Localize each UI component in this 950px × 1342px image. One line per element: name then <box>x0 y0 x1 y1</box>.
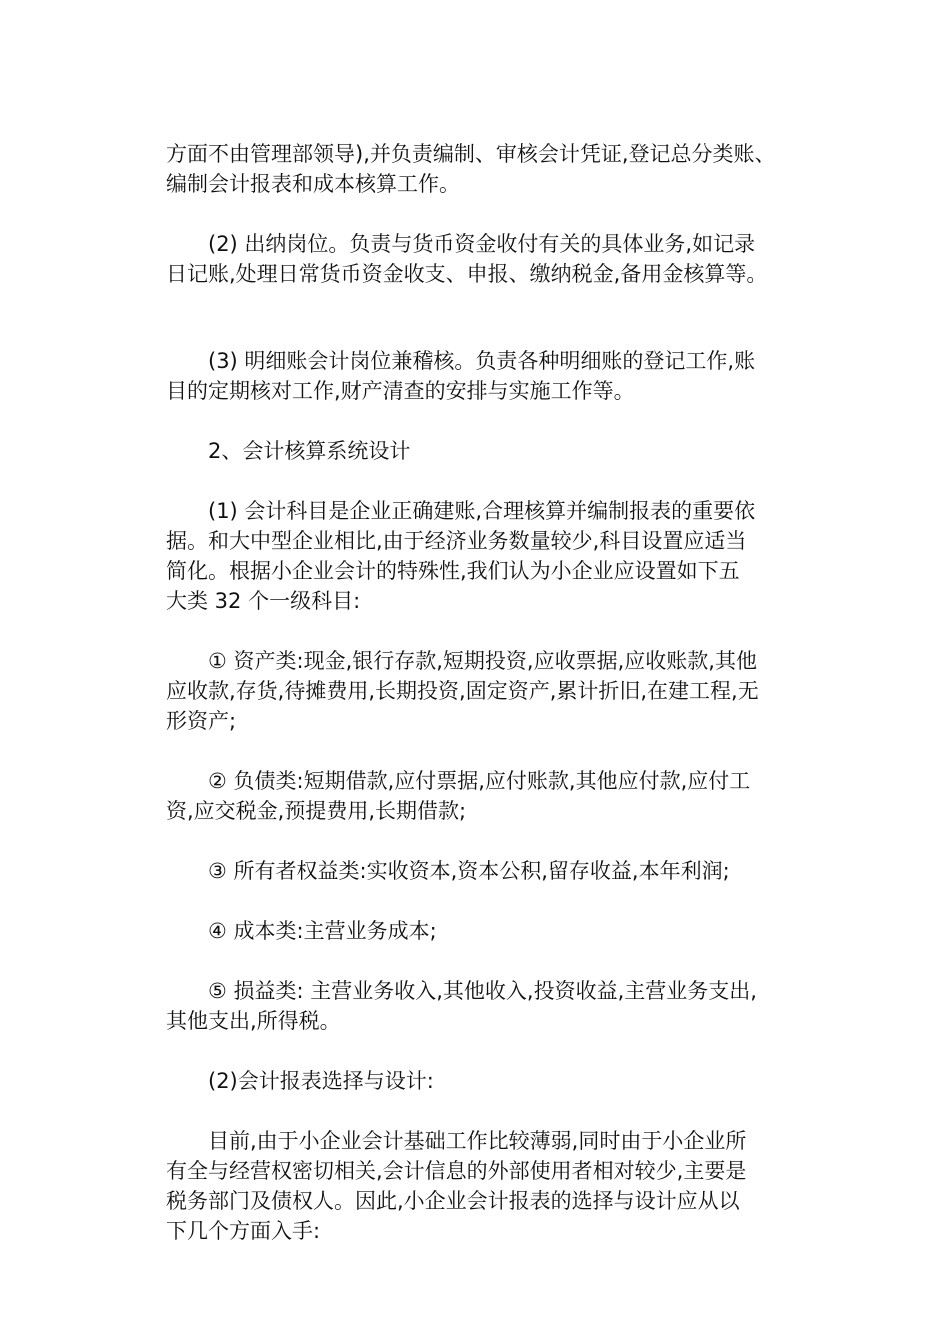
paragraph-cashier-role <box>166 229 794 289</box>
text-line: 资,应交税金,预提费用,长期借款; <box>166 799 467 823</box>
subsection-heading-reports <box>166 1066 794 1096</box>
paragraph-spacer <box>166 736 794 766</box>
text-line: 有全与经营权密切相关,会计信息的外部使用者相对较少,主要是 <box>166 1159 747 1183</box>
text-line: 编制会计报表和成本核算工作。 <box>166 172 460 196</box>
text-line: ① 资产类:现金,银行存款,短期投资,应收票据,应收账款,其他 <box>208 649 757 673</box>
text-line: 日记账,处理日常货币资金收支、申报、缴纳税金,备用金核算等。 <box>166 262 768 286</box>
section-heading-accounting-system <box>166 436 794 466</box>
text-line: (1) 会计科目是企业正确建账,合理核算并编制报表的重要依 <box>208 499 756 523</box>
text-line: 下几个方面入手: <box>166 1219 321 1243</box>
paragraph-spacer <box>166 946 794 976</box>
paragraph-accounting-role-continued <box>166 139 794 199</box>
text-line: ⑤ 损益类: 主营业务收入,其他收入,投资收益,主营业务支出, <box>208 979 757 1003</box>
text-line: ② 负债类:短期借款,应付票据,应付账款,其他应付款,应付工 <box>208 769 751 793</box>
list-item-equity <box>166 856 794 886</box>
text-line: 目前,由于小企业会计基础工作比较薄弱,同时由于小企业所 <box>208 1129 747 1153</box>
document-body <box>166 139 794 1246</box>
paragraph-spacer <box>166 406 794 436</box>
text-line: 形资产; <box>166 709 237 733</box>
text-line: (2)会计报表选择与设计: <box>208 1069 434 1093</box>
list-item-cost <box>166 916 794 946</box>
list-item-assets <box>166 646 794 736</box>
text-line: 方面不由管理部领导),并负责编制、审核会计凭证,登记总分类账、 <box>166 142 776 166</box>
text-line: 应收款,存货,待摊费用,长期投资,固定资产,累计折旧,在建工程,无 <box>166 679 759 703</box>
text-line: 其他支出,所得税。 <box>166 1009 341 1033</box>
text-line: 税务部门及债权人。因此,小企业会计报表的选择与设计应从以 <box>166 1189 740 1213</box>
paragraph-spacer <box>166 1036 794 1066</box>
paragraph-spacer <box>166 199 794 229</box>
text-line: 目的定期核对工作,财产清查的安排与实施工作等。 <box>166 379 635 403</box>
text-line: ④ 成本类:主营业务成本; <box>208 919 437 943</box>
paragraph-spacer <box>166 466 794 496</box>
paragraph-report-design <box>166 1126 794 1246</box>
text-line: (2) 出纳岗位。负责与货币资金收付有关的具体业务,如记录 <box>208 232 756 256</box>
text-line: 大类 32 个一级科目: <box>166 589 361 613</box>
text-line: (3) 明细账会计岗位兼稽核。负责各种明细账的登记工作,账 <box>208 349 756 373</box>
text-line: ③ 所有者权益类:实收资本,资本公积,留存收益,本年利润; <box>208 859 730 883</box>
text-line: 2、会计核算系统设计 <box>208 439 411 463</box>
list-item-liabilities <box>166 766 794 826</box>
paragraph-spacer <box>166 616 794 646</box>
paragraph-spacer <box>166 826 794 856</box>
list-item-profit-loss <box>166 976 794 1036</box>
paragraph-spacer <box>166 886 794 916</box>
text-line: 据。和大中型企业相比,由于经济业务数量较少,科目设置应适当 <box>166 529 747 553</box>
paragraph-spacer <box>166 1096 794 1126</box>
paragraph-spacer <box>166 289 794 346</box>
text-line: 简化。根据小企业会计的特殊性,我们认为小企业应设置如下五 <box>166 559 740 583</box>
paragraph-accounting-subjects <box>166 496 794 616</box>
paragraph-ledger-audit-role <box>166 346 794 406</box>
